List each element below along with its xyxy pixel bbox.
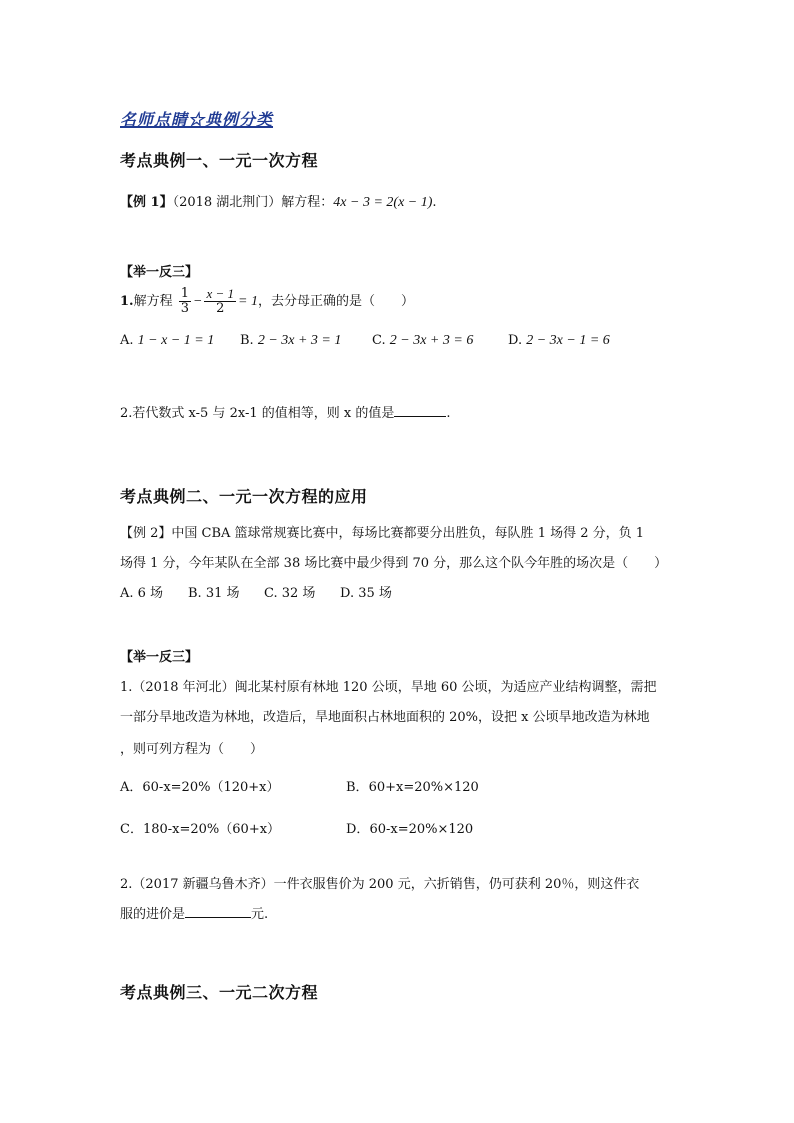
example1 — [120, 191, 437, 211]
practice-tag-2: 【举一反三】 — [120, 650, 199, 665]
question2-1-line2: 一部分旱地改造为林地，改造后，旱地面积占林地面积的 20%，设把 x 公顷旱地改造为林地 — [120, 710, 650, 725]
question1-1 — [120, 287, 414, 316]
question2-2-line1: 2.（2017 新疆乌鲁木齐）一件衣服售价为 200 元，六折销售，仍可获利 20％，则这件衣 — [120, 877, 640, 892]
question1-2: 2.若代数式 x-5 与 2x-1 的值相等，则 x 的值是 . — [120, 406, 451, 421]
q1-option-d: D. 2 − 3x − 1 = 6 — [508, 333, 610, 348]
q1-fraction-1: $\frac{1}{3}$ — [180, 286, 190, 316]
q2-1-option-a: A．60-x=20%（120+x） — [120, 780, 280, 795]
question2-1-line3: ，则可列方程为（ ） — [120, 742, 264, 757]
q2-text: 2.若代数式 x-5 与 2x-1 的值相等，则 x 的值是 — [120, 406, 395, 421]
q1-option-c: C. 2 − 3x + 3 = 6 — [372, 333, 474, 348]
q1-option-b: B. 2 − 3x + 3 = 1 — [240, 333, 342, 348]
example2-option-a: A. 6 场 — [120, 586, 164, 601]
example1-equation: 4x − 3 = 2(x − 1) — [333, 195, 433, 210]
example2-option-b: B. 31 场 — [188, 586, 240, 601]
section3-heading: 考点典例三、一元二次方程 — [120, 983, 319, 1002]
example2-line1: 【例 2】中国 CBA 篮球常规赛比赛中，每场比赛都要分出胜负，每队胜 1 场得 2 分，负 1 — [120, 526, 645, 541]
q2-1-option-c: C．180-x=20%（60+x） — [120, 822, 281, 837]
question2-2-line2: 服的进价是 元. — [120, 907, 269, 922]
example1-end: . — [432, 195, 437, 210]
q2-1-option-d: D．60-x=20%×120 — [346, 822, 474, 837]
q1-fraction-2: $\frac{x - 1}{2}$ — [206, 286, 235, 316]
section2-heading: 考点典例二、一元一次方程的应用 — [120, 487, 368, 506]
q1-equals: = 1 — [238, 294, 258, 309]
practice-tag-1: 【举一反三】 — [120, 265, 199, 280]
q1-option-a: A. 1 − x − 1 = 1 — [120, 333, 215, 348]
question2-1-line1: 1.（2018 年河北）闽北某村原有林地 120 公顷，旱地 60 公顷，为适应产业结构调整，需把 — [120, 680, 657, 695]
q2-answer-blank — [394, 404, 446, 417]
example1-tag: 【例 1】 — [120, 195, 173, 210]
q2-1-option-b: B．60+x=20%×120 — [346, 780, 479, 795]
page-title: 名师点睛☆典例分类 — [120, 110, 274, 129]
section1-heading: 考点典例一、一元一次方程 — [120, 151, 319, 170]
example2-line2: 场得 1 分，今年某队在全部 38 场比赛中最少得到 70 分，那么这个队今年胜的场次是（ ） — [120, 556, 668, 571]
q1-minus: − — [193, 294, 203, 309]
q2-2-answer-blank — [185, 905, 251, 918]
q1-number: 1. — [120, 294, 134, 309]
q1-postfix: ，去分母正确的是（ ） — [257, 294, 414, 309]
example2-option-d: D. 35 场 — [340, 586, 392, 601]
example1-source: （2018 湖北荆门）解方程： — [172, 195, 334, 210]
q1-prefix: 解方程 — [133, 294, 173, 309]
example2-option-c: C. 32 场 — [264, 586, 316, 601]
